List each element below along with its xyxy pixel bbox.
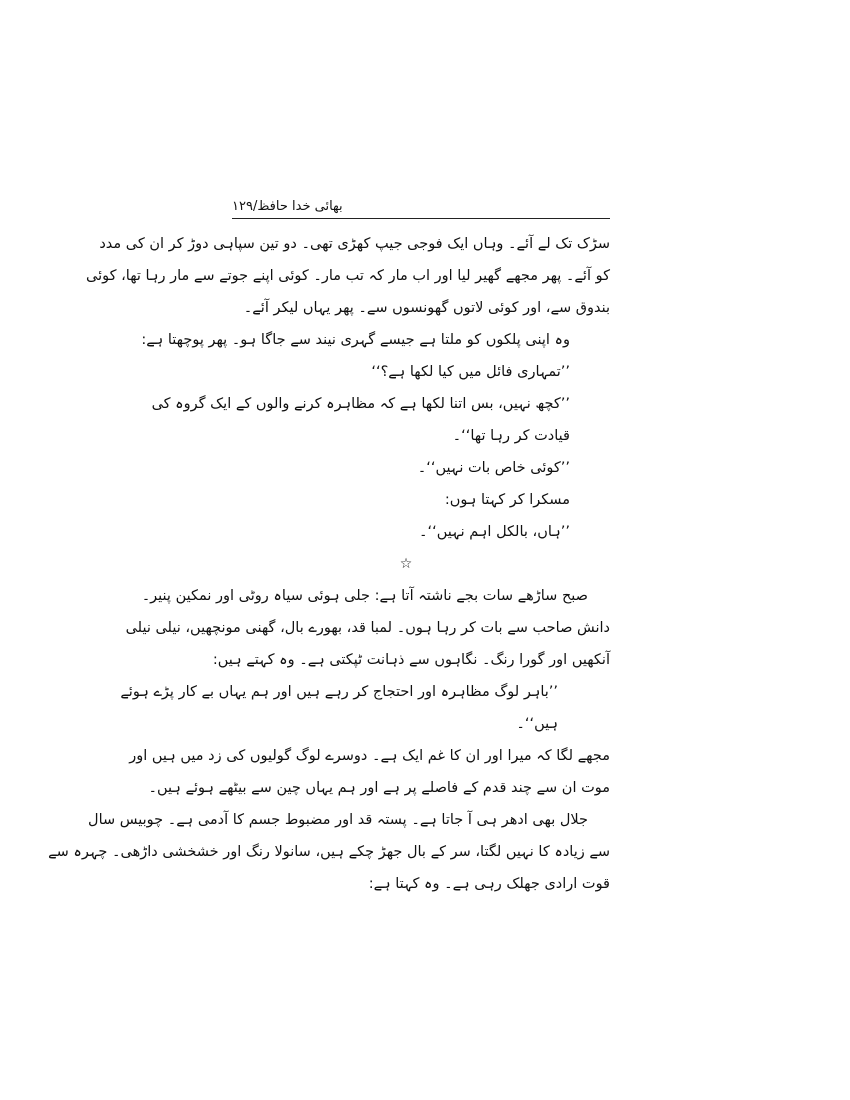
- text-line: صبح ساڑھے سات بجے ناشتہ آتا ہے: جلی ہوئی سیاہ روٹی اور نمکین پنیر۔: [141, 588, 588, 604]
- text-line: آنکھیں اور گورا رنگ۔ نگاہوں سے ذہانت ٹپکتی ہے۔ وہ کہتے ہیں:: [212, 652, 610, 668]
- star-icon: ☆: [399, 556, 413, 572]
- text-line: موت ان سے چند قدم کے فاصلے پر ہے اور ہم یہاں چین سے بیٹھے ہوئے ہیں۔: [148, 780, 610, 796]
- running-title: بھائی خدا حافظ/۱۲۹: [232, 199, 343, 214]
- text-line: مسکرا کر کہتا ہوں:: [444, 492, 570, 508]
- dialogue-line: ’’باہر لوگ مظاہرہ اور احتجاج کر رہے ہیں اور ہم یہاں بے کار پڑے ہوئے: [120, 684, 558, 700]
- dialogue-line: ’’کچھ نہیں، بس اتنا لکھا ہے کہ مظاہرہ کرنے والوں کے ایک گروہ کی: [151, 396, 570, 412]
- section-separator: [232, 548, 610, 580]
- text-line: جلال بھی ادھر ہی آ جاتا ہے۔ پستہ قد اور مضبوط جسم کا آدمی ہے۔ چوبیس سال: [88, 812, 588, 828]
- text-line: بندوق سے، اور کوئی لاتوں گھونسوں سے۔ پھر یہاں لیکر آئے۔: [243, 300, 610, 316]
- text-line: سے زیادہ کا نہیں لگتا، سر کے بال جھڑ چکے ہیں، سانولا رنگ اور خشخشی داڑھی۔ چہرہ سے: [48, 844, 610, 860]
- text-line: سڑک تک لے آئے۔ وہاں ایک فوجی جیپ کھڑی تھی۔ دو تین سپاہی دوڑ کر ان کی مدد: [99, 236, 610, 252]
- text-line: وہ اپنی پلکوں کو ملتا ہے جیسے گہری نیند سے جاگا ہو۔ پھر پوچھتا ہے:: [141, 332, 570, 348]
- dialogue-line: ’’کوئی خاص بات نہیں‘‘۔: [417, 460, 570, 476]
- page-header: [232, 196, 610, 219]
- dialogue-line: ہیں‘‘۔: [516, 716, 558, 732]
- dialogue-line: قیادت کر رہا تھا‘‘۔: [452, 428, 570, 444]
- dialogue-line: ’’ہاں، بالکل اہم نہیں‘‘۔: [419, 524, 570, 540]
- text-line: مجھے لگا کہ میرا اور ان کا غم ایک ہے۔ دوسرے لوگ گولیوں کی زد میں ہیں اور: [129, 748, 610, 764]
- text-line: کو آئے۔ پھر مجھے گھیر لیا اور اب مار کہ تب مار۔ کوئی اپنے جوتے سے مار رہا تھا، کوئی: [86, 268, 610, 284]
- page-body: [48, 228, 610, 900]
- dialogue-line: ’’تمہاری فائل میں کیا لکھا ہے؟‘‘: [371, 364, 570, 380]
- text-line: دانش صاحب سے بات کر رہا ہوں۔ لمبا قد، بھورے بال، گھنی مونچھیں، نیلی نیلی: [125, 620, 610, 636]
- text-line: قوت ارادی جھلک رہی ہے۔ وہ کہتا ہے:: [368, 876, 610, 892]
